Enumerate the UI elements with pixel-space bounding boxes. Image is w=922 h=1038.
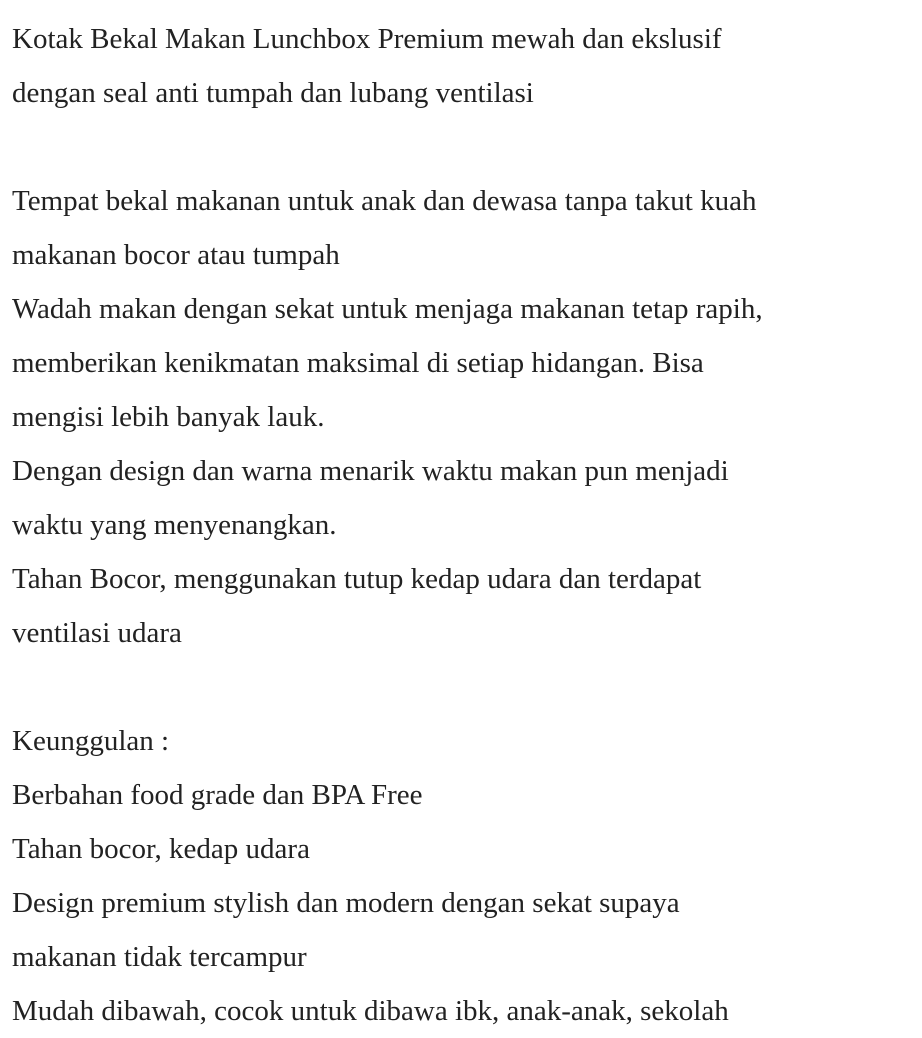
product-description — [12, 12, 916, 1038]
description-line: mengisi lebih banyak lauk. — [12, 401, 325, 433]
description-line: dengan seal anti tumpah dan lubang ventilasi — [12, 77, 534, 109]
advantage-item: makanan tidak tercampur — [12, 941, 307, 973]
description-line: memberikan kenikmatan maksimal di setiap hidangan. Bisa — [12, 347, 704, 379]
description-line: Tahan Bocor, menggunakan tutup kedap udara dan terdapat — [12, 563, 702, 595]
paragraph-gap — [12, 660, 916, 714]
description-line: Dengan design dan warna menarik waktu makan pun menjadi — [12, 455, 729, 487]
description-line: ventilasi udara — [12, 617, 182, 649]
advantages-heading: Keunggulan : — [12, 725, 170, 757]
description-line: Wadah makan dengan sekat untuk menjaga makanan tetap rapih, — [12, 293, 763, 325]
description-line: makanan bocor atau tumpah — [12, 239, 340, 271]
description-line: Tempat bekal makanan untuk anak dan dewasa tanpa takut kuah — [12, 185, 757, 217]
advantage-item: Mudah dibawah, cocok untuk dibawa ibk, anak-anak, sekolah — [12, 995, 729, 1027]
description-line: Kotak Bekal Makan Lunchbox Premium mewah dan ekslusif — [12, 23, 722, 55]
advantage-item: Berbahan food grade dan BPA Free — [12, 779, 423, 811]
paragraph-gap — [12, 120, 916, 174]
advantage-item: Design premium stylish dan modern dengan sekat supaya — [12, 887, 680, 919]
description-line: waktu yang menyenangkan. — [12, 509, 337, 541]
advantage-item: Tahan bocor, kedap udara — [12, 833, 310, 865]
